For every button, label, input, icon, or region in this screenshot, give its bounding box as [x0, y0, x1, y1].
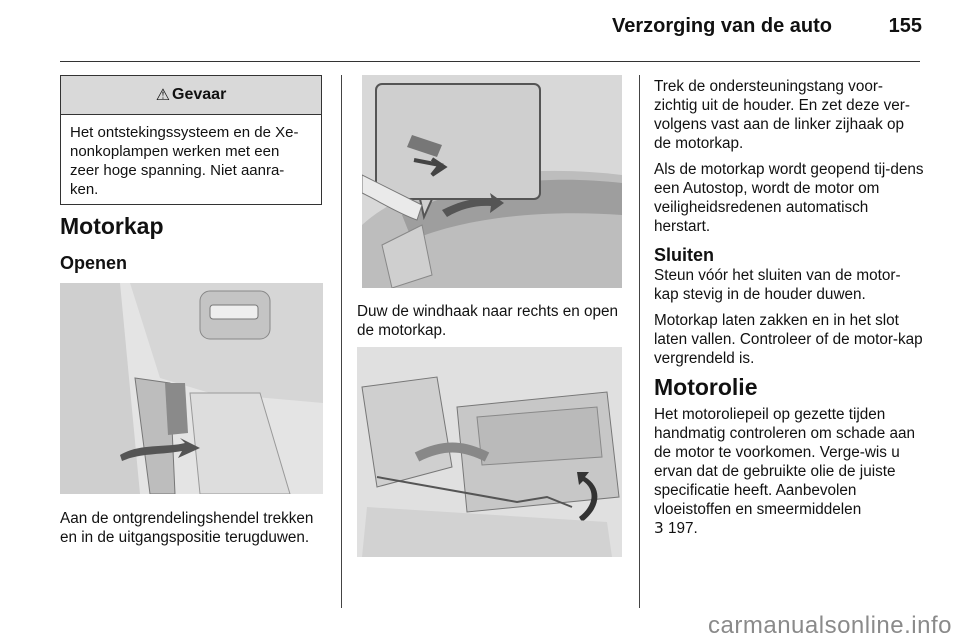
warning-title: Gevaar	[172, 86, 227, 103]
watermark: carmanualsonline.info	[708, 612, 952, 639]
cross-reference-icon: 3	[654, 519, 664, 537]
paragraph-autostop: Als de motorkap wordt geopend tij-dens een Autostop, wordt de motor om veiligheidsredenen automatisch herstart.	[654, 161, 924, 235]
cross-reference-page[interactable]: 197.	[667, 520, 698, 537]
warning-triangle-icon: ⚠	[155, 87, 171, 104]
warning-box	[60, 75, 322, 205]
column-separator-2	[639, 75, 640, 608]
heading-motorolie: Motorolie	[654, 374, 758, 400]
column-3-sluiten-text	[654, 266, 924, 375]
illustration-release-lever	[60, 283, 323, 494]
page-number: 155	[888, 15, 922, 37]
caption-release-lever: Aan de ontgrendelingshendel trekken en in de uitgangspositie terugduwen.	[60, 510, 314, 546]
paragraph-motorolie	[654, 405, 926, 538]
column-separator-1	[341, 75, 342, 608]
warning-text: Het ontstekingssysteem en de Xe-nonkoplampen werken met een zeer hoge spanning. Niet aanra-ken.	[70, 124, 299, 198]
paragraph-support-push: Steun vóór het sluiten van de motor-kap stevig in de houder duwen.	[654, 267, 901, 303]
warning-header	[61, 76, 321, 115]
illustration-engine-bay	[357, 347, 622, 557]
heading-motorkap: Motorkap	[60, 213, 164, 239]
paragraph-lower-hood: Motorkap laten zakken en in het slot laten vallen. Controleer of de motor-kap vergrendeld is.	[654, 312, 923, 367]
motorolie-text: Het motoroliepeil op gezette tijden handmatig controleren om schade aan de motor te voorkomen. Verge-wis u ervan dat de gebruikte olie de juiste specificatie heeft. Aanbevolen vloeistoffen en smeermiddelen	[654, 406, 916, 518]
subheading-openen: Openen	[60, 253, 128, 273]
illustration-safety-catch	[362, 75, 622, 288]
paragraph-support-rod: Trek de ondersteuningstang voor-zichtig uit de houder. En zet deze ver-volgens vast aan de linker zijhaak op de motorkap.	[654, 78, 910, 152]
column-3-openen-text	[654, 77, 924, 243]
section-title: Verzorging van de auto	[611, 15, 832, 37]
caption-safety-catch: Duw de windhaak naar rechts en open de motorkap.	[357, 303, 619, 339]
header-rule	[60, 61, 920, 62]
subheading-sluiten: Sluiten	[654, 245, 715, 265]
